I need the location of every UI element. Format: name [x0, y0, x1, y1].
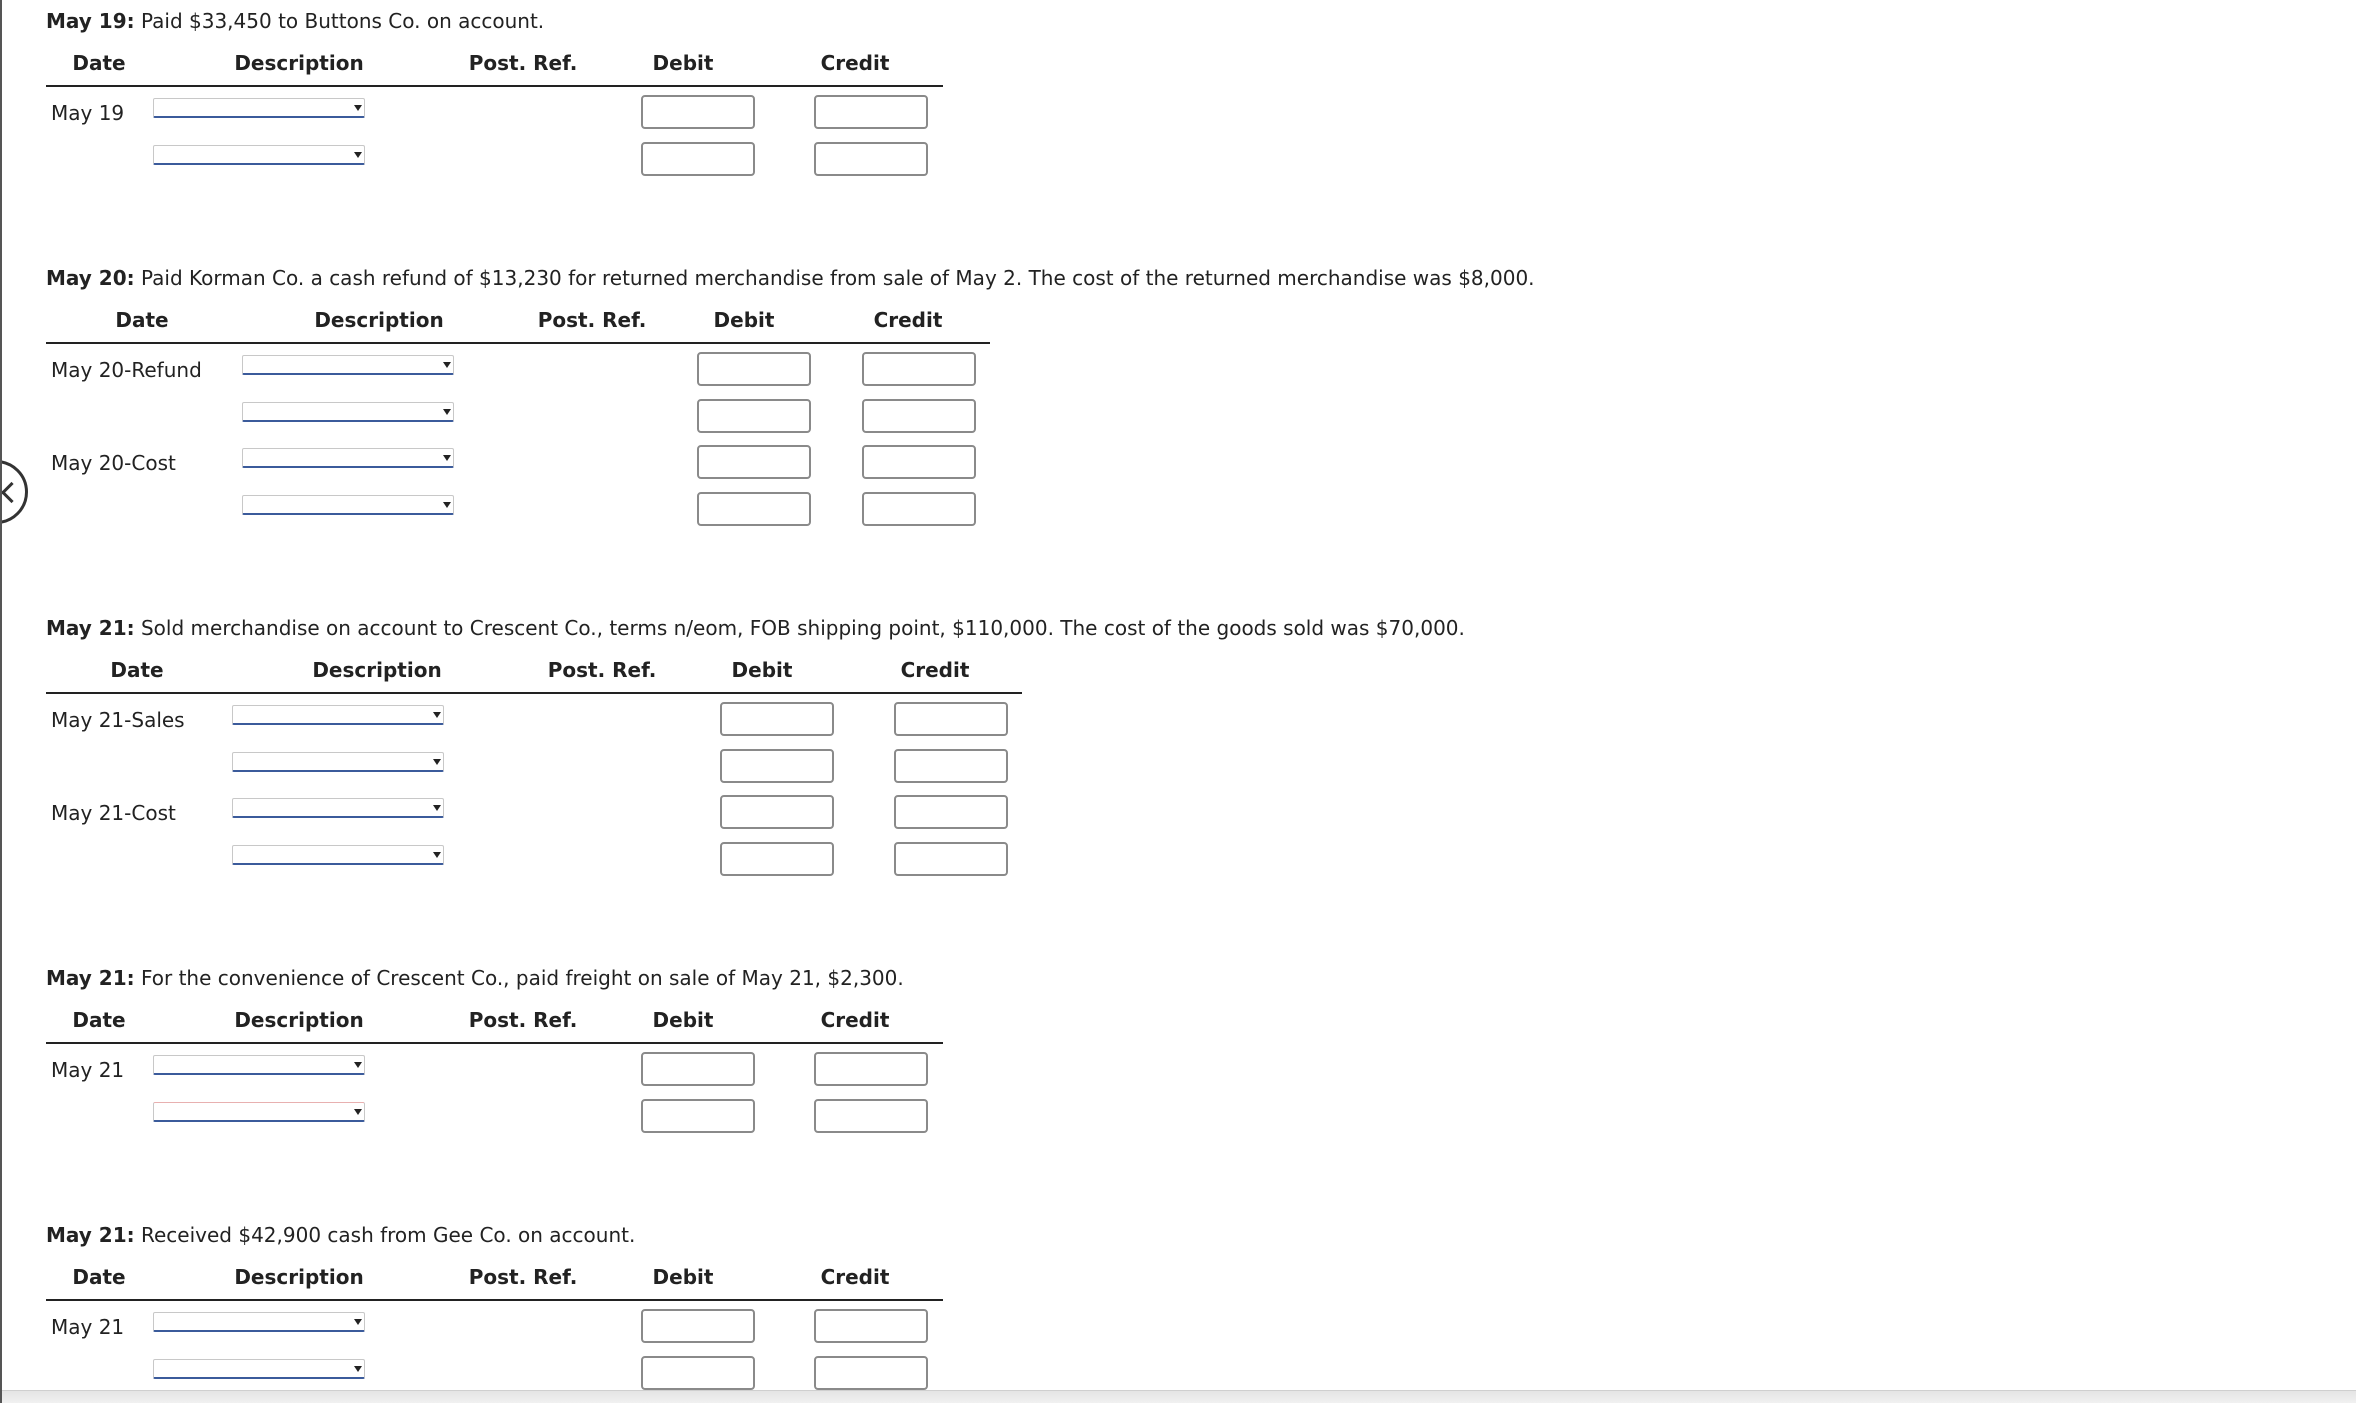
credit-input[interactable]: [894, 749, 1008, 783]
header-debit: Debit: [652, 1008, 714, 1032]
credit-input[interactable]: [862, 399, 976, 433]
row-date: May 19: [51, 101, 125, 125]
header-date: Date: [110, 658, 164, 682]
journal-row: [46, 91, 943, 138]
entry-description: Paid $33,450 to Buttons Co. on account.: [140, 9, 545, 33]
header-post-ref: Post. Ref.: [468, 1265, 578, 1289]
debit-input[interactable]: [697, 445, 811, 479]
credit-input[interactable]: [894, 702, 1008, 736]
account-dropdown[interactable]: [232, 752, 444, 772]
chevron-down-icon: [433, 759, 441, 765]
account-dropdown[interactable]: [153, 1312, 365, 1332]
account-dropdown[interactable]: [242, 495, 454, 515]
account-dropdown[interactable]: [232, 798, 444, 818]
chevron-down-icon: [354, 1109, 362, 1115]
entry-may-19: [46, 9, 943, 184]
debit-input[interactable]: [641, 1356, 755, 1390]
entry-date-label: May 21:: [46, 616, 135, 640]
header-credit: Credit: [820, 1008, 890, 1032]
header-description: Description: [314, 308, 444, 332]
credit-input[interactable]: [894, 842, 1008, 876]
row-date: May 21: [51, 1058, 125, 1082]
header-description: Description: [312, 658, 442, 682]
journal-row: [46, 698, 1022, 745]
entry-description: Received $42,900 cash from Gee Co. on account.: [140, 1223, 636, 1247]
entry-prompt: [46, 1223, 943, 1247]
row-date: May 21: [51, 1315, 125, 1339]
debit-input[interactable]: [697, 492, 811, 526]
chevron-down-icon: [443, 409, 451, 415]
chevron-down-icon: [443, 502, 451, 508]
debit-input[interactable]: [641, 95, 755, 129]
chevron-down-icon: [433, 852, 441, 858]
header-description: Description: [234, 51, 364, 75]
debit-input[interactable]: [641, 1309, 755, 1343]
journal-table-header: [46, 1008, 943, 1044]
entry-date-label: May 21:: [46, 1223, 135, 1247]
journal-row: [46, 745, 1022, 792]
chevron-down-icon: [354, 1319, 362, 1325]
account-dropdown[interactable]: [232, 845, 444, 865]
debit-input[interactable]: [641, 1099, 755, 1133]
credit-input[interactable]: [814, 1309, 928, 1343]
header-credit: Credit: [900, 658, 970, 682]
chevron-down-icon: [354, 152, 362, 158]
journal-row: [46, 395, 990, 442]
credit-input[interactable]: [862, 445, 976, 479]
account-dropdown[interactable]: [153, 1359, 365, 1379]
header-debit: Debit: [731, 658, 793, 682]
chevron-down-icon: [354, 1366, 362, 1372]
credit-input[interactable]: [814, 95, 928, 129]
header-credit: Credit: [820, 1265, 890, 1289]
entry-prompt: [46, 966, 943, 990]
header-description: Description: [234, 1008, 364, 1032]
header-description: Description: [234, 1265, 364, 1289]
journal-row: [46, 1305, 943, 1352]
debit-input[interactable]: [697, 399, 811, 433]
credit-input[interactable]: [894, 795, 1008, 829]
header-post-ref: Post. Ref.: [547, 658, 657, 682]
row-date: May 20-Cost: [51, 451, 176, 475]
journal-row: [46, 348, 990, 395]
credit-input[interactable]: [862, 492, 976, 526]
entry-may-20: [46, 266, 1535, 534]
header-debit: Debit: [652, 1265, 714, 1289]
debit-input[interactable]: [697, 352, 811, 386]
header-post-ref: Post. Ref.: [468, 1008, 578, 1032]
credit-input[interactable]: [814, 1356, 928, 1390]
debit-input[interactable]: [641, 142, 755, 176]
header-debit: Debit: [713, 308, 775, 332]
header-credit: Credit: [873, 308, 943, 332]
header-debit: Debit: [652, 51, 714, 75]
row-date: May 21-Cost: [51, 801, 176, 825]
credit-input[interactable]: [814, 1052, 928, 1086]
debit-input[interactable]: [720, 749, 834, 783]
row-date: May 20-Refund: [51, 358, 202, 382]
header-date: Date: [72, 1008, 126, 1032]
header-post-ref: Post. Ref.: [537, 308, 647, 332]
account-dropdown[interactable]: [242, 402, 454, 422]
chevron-down-icon: [443, 362, 451, 368]
credit-input[interactable]: [814, 142, 928, 176]
debit-input[interactable]: [720, 842, 834, 876]
chevron-down-icon: [433, 712, 441, 718]
chevron-down-icon: [433, 805, 441, 811]
entry-description: For the convenience of Crescent Co., paid freight on sale of May 21, $2,300.: [140, 966, 904, 990]
account-dropdown[interactable]: [242, 448, 454, 468]
horizontal-scrollbar[interactable]: [2, 1390, 2356, 1403]
side-panel-toggle[interactable]: [0, 460, 28, 524]
entry-may-21-receipt: [46, 1223, 943, 1398]
entry-prompt: [46, 9, 943, 33]
account-dropdown[interactable]: [232, 705, 444, 725]
entry-description: Paid Korman Co. a cash refund of $13,230 for returned merchandise from sale of May 2. The cost of the returned merchandise was $8,000.: [140, 266, 1535, 290]
journal-table-header: [46, 1265, 943, 1301]
chevron-down-icon: [354, 1062, 362, 1068]
header-post-ref: Post. Ref.: [468, 51, 578, 75]
entry-date-label: May 19:: [46, 9, 135, 33]
journal-row: [46, 488, 990, 535]
journal-row: [46, 441, 990, 488]
entry-may-21-sales: [46, 616, 1465, 884]
account-dropdown[interactable]: [153, 98, 365, 118]
entry-prompt: [46, 616, 1465, 640]
journal-row: [46, 1048, 943, 1095]
credit-input[interactable]: [814, 1099, 928, 1133]
row-date: May 21-Sales: [51, 708, 185, 732]
header-date: Date: [72, 51, 126, 75]
journal-row: [46, 1095, 943, 1142]
entry-date-label: May 21:: [46, 966, 135, 990]
journal-table-header: [46, 308, 990, 344]
journal-row: [46, 838, 1022, 885]
entry-date-label: May 20:: [46, 266, 135, 290]
account-dropdown[interactable]: [153, 1055, 365, 1075]
entry-description: Sold merchandise on account to Crescent Co., terms n/eom, FOB shipping point, $110,000. The cost of the goods sold was $70,000.: [140, 616, 1465, 640]
header-date: Date: [72, 1265, 126, 1289]
journal-table-header: [46, 51, 943, 87]
journal-row: [46, 138, 943, 185]
chevron-down-icon: [443, 455, 451, 461]
credit-input[interactable]: [862, 352, 976, 386]
header-date: Date: [115, 308, 169, 332]
debit-input[interactable]: [720, 702, 834, 736]
account-dropdown[interactable]: [153, 145, 365, 165]
header-credit: Credit: [820, 51, 890, 75]
account-dropdown[interactable]: [153, 1102, 365, 1122]
chevron-down-icon: [354, 105, 362, 111]
debit-input[interactable]: [641, 1052, 755, 1086]
debit-input[interactable]: [720, 795, 834, 829]
entry-may-21-freight: [46, 966, 943, 1141]
entry-prompt: [46, 266, 1535, 290]
journal-table-header: [46, 658, 1022, 694]
journal-row: [46, 791, 1022, 838]
account-dropdown[interactable]: [242, 355, 454, 375]
chevron-left-icon: [1, 482, 22, 503]
